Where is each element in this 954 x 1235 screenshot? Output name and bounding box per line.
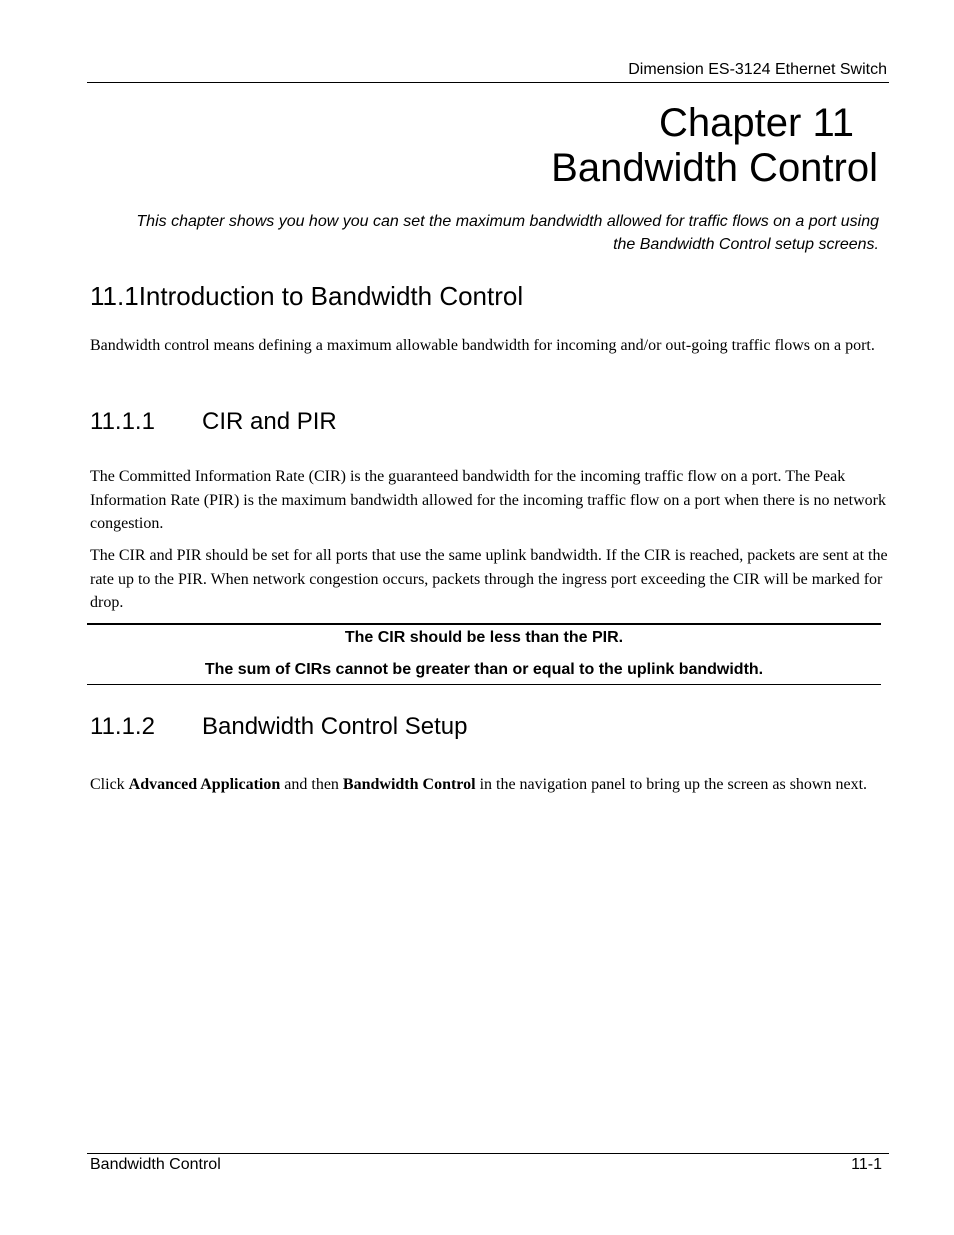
section-number: 11.1.2 bbox=[90, 713, 155, 740]
setup-paragraph bbox=[90, 773, 890, 797]
cir-pir-paragraph-1: The Committed Information Rate (CIR) is the guaranteed bandwidth for the incoming traffic flow on a port. The Peak Information Rate (PIR) is the maximum bandwidth allowed for the incoming traffic flow on a port when there is no network congestion. bbox=[90, 468, 886, 532]
section-number: 11.1 bbox=[90, 281, 139, 311]
note-line-1: The CIR should be less than the PIR. bbox=[344, 629, 624, 646]
chapter-intro: This chapter shows you how you can set the maximum bandwidth allowed for traffic flows on a port using the Bandwidth Control setup screens. bbox=[136, 213, 879, 253]
chapter-title: Bandwidth Control bbox=[551, 146, 878, 190]
footer-divider bbox=[87, 1153, 889, 1154]
section-number: 11.1.1 bbox=[90, 408, 155, 435]
note-top-rule bbox=[87, 623, 881, 625]
note-bottom-rule bbox=[87, 684, 881, 685]
cir-pir-paragraph-2: The CIR and PIR should be set for all ports that use the same uplink bandwidth. If the CIR is reached, packets are sent at the rate up to the PIR. When network congestion occurs, packets through the ingress port exceeding the CIR will be marked for drop. bbox=[90, 547, 888, 611]
setup-text-prefix: Click bbox=[90, 776, 129, 793]
section-heading-11-1 bbox=[90, 280, 523, 312]
bandwidth-control-term: Bandwidth Control bbox=[342, 776, 476, 793]
advanced-application-term: Advanced Application bbox=[128, 776, 281, 793]
section-title: CIR and PIR bbox=[202, 408, 337, 435]
section-title: Bandwidth Control Setup bbox=[202, 713, 468, 740]
note-line-2: The sum of CIRs cannot be greater than or equal to the uplink bandwidth. bbox=[204, 661, 764, 678]
setup-text-suffix: in the navigation panel to bring up the screen as shown next. bbox=[475, 776, 868, 793]
footer-chapter-name: Bandwidth Control bbox=[90, 1156, 221, 1173]
section-title: Introduction to Bandwidth Control bbox=[138, 281, 524, 311]
header-divider bbox=[87, 82, 889, 83]
section-heading-11-1-1 bbox=[90, 408, 337, 436]
section-heading-11-1-2 bbox=[90, 713, 468, 741]
chapter-number: Chapter 11 bbox=[659, 101, 854, 145]
footer-page-number: 11-1 bbox=[851, 1156, 882, 1173]
intro-paragraph: Bandwidth control means defining a maximum allowable bandwidth for incoming and/or out-going traffic flows on a port. bbox=[90, 337, 875, 354]
running-header-title: Dimension ES-3124 Ethernet Switch bbox=[628, 61, 887, 78]
setup-text-middle: and then bbox=[280, 776, 343, 793]
